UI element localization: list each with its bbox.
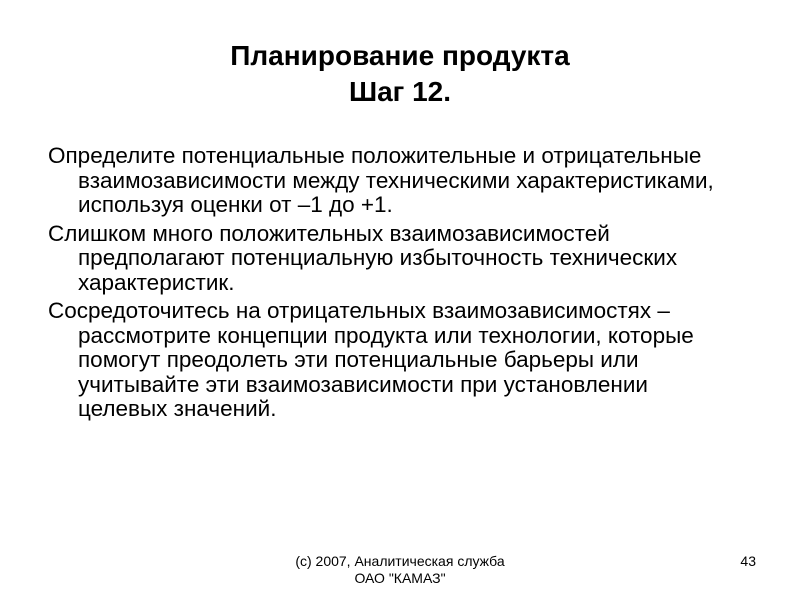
footer-source-line-1: (c) 2007, Аналитическая служба [295,553,505,569]
slide-title-line-1: Планирование продукта [230,40,570,71]
footer-source-line-2: ОАО "КАМАЗ" [354,570,446,586]
bullet-list [48,144,738,426]
bullet-item-1: Определите потенциальные положительные и отрицательные взаимозависимости между техническими характеристиками, используя оценки от –1 до +1. [48,143,714,217]
bullet-item-2: Слишком много положительных взаимозависимостей предполагают потенциальную избыточность технических характеристик. [48,220,678,295]
footer-source [200,553,600,587]
page-number: 43 [740,553,756,569]
slide-title [0,38,800,110]
slide-title-line-2: Шаг 12. [348,76,452,107]
bullet-item-3: Сосредоточитесь на отрицательных взаимозависимостях – рассмотрите концепции продукта или технологии, которые помогут преодолеть эти потенциальные барьеры или учитывайте эти взаимозависимости при установлении целевых значений. [48,298,694,421]
